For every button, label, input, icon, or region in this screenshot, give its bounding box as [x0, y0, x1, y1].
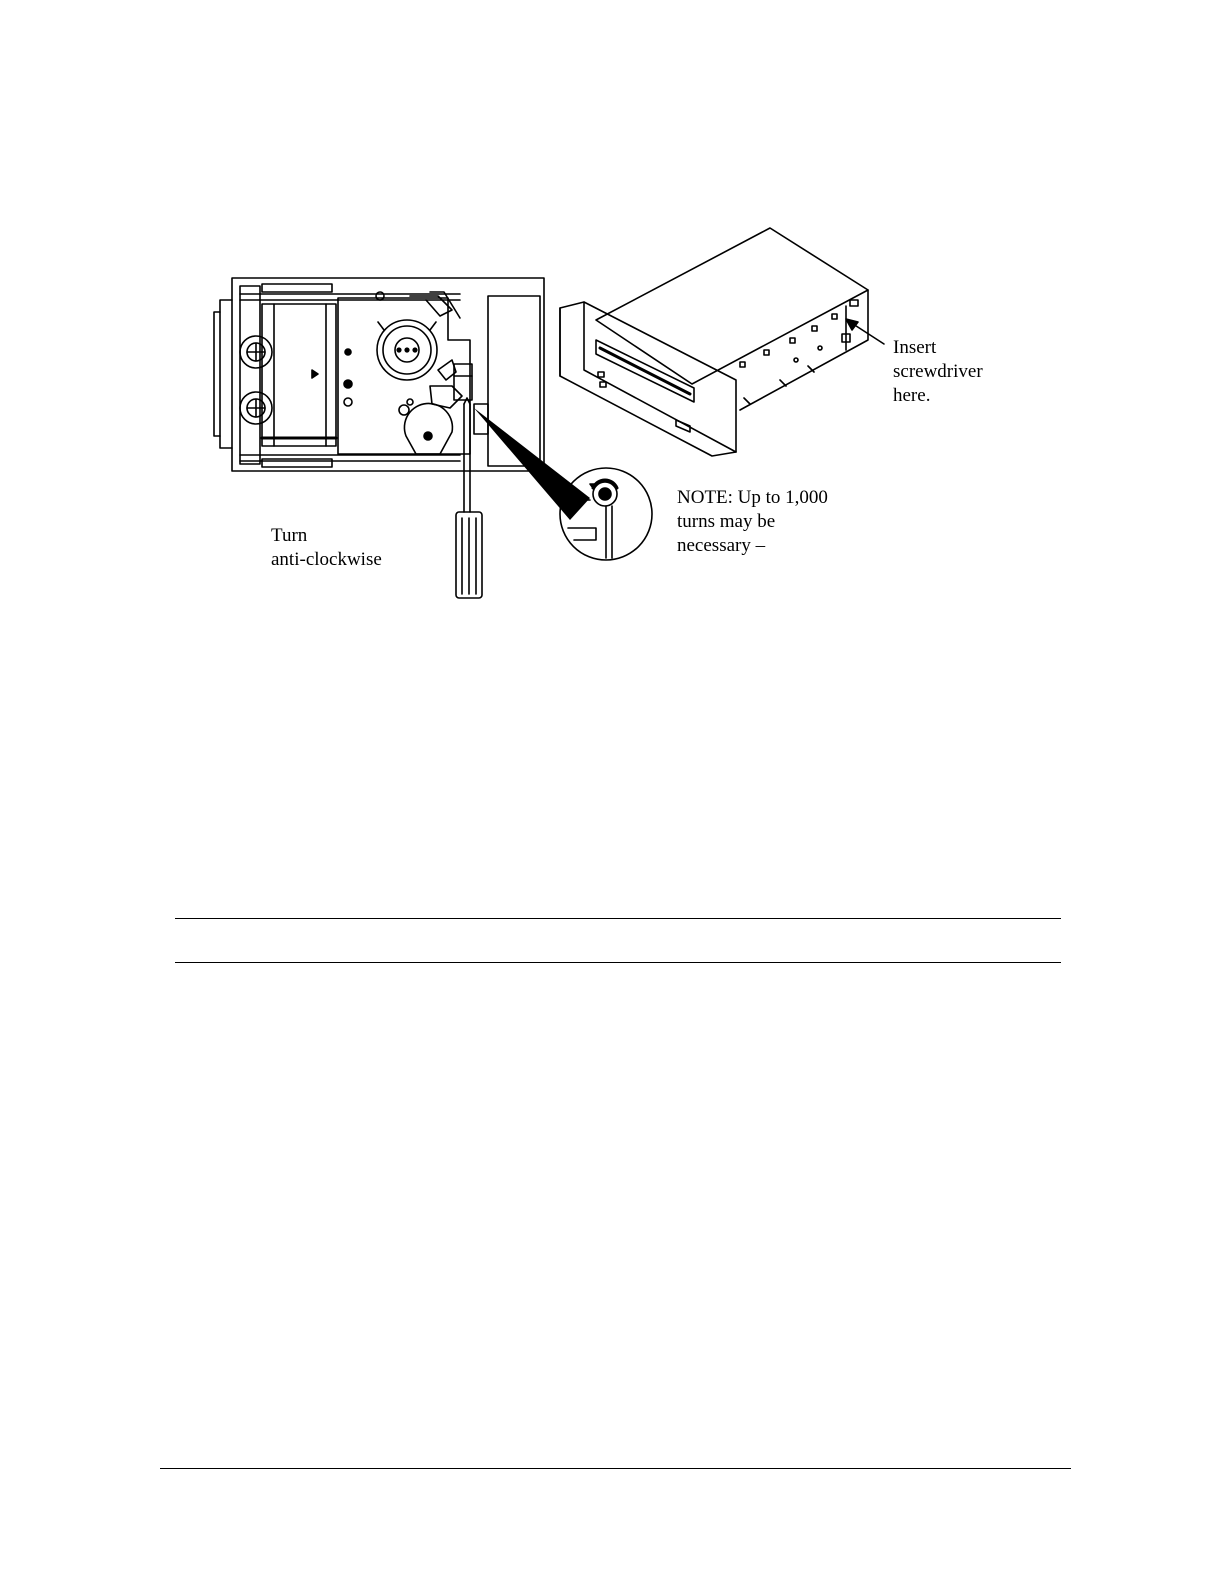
- callout-insert-screwdriver: [893, 336, 983, 408]
- callout-insert-line-3: here.: [893, 385, 931, 406]
- cam-wheel: [404, 403, 452, 454]
- drive-top-view: [214, 278, 590, 520]
- cassette-reel-upper: [240, 336, 272, 368]
- callout-note-line-1: NOTE: Up to 1,000: [677, 487, 828, 508]
- cassette-reel-lower: [240, 392, 272, 424]
- head-drum: [377, 320, 437, 380]
- screwdriver-icon: [456, 398, 482, 598]
- callout-note-turns: [677, 486, 828, 558]
- footer-rule: [160, 1468, 1071, 1469]
- callout-turn-line-2: anti-clockwise: [271, 549, 382, 570]
- callout-insert-line-2: screwdriver: [893, 361, 983, 382]
- callout-turn-line-1: Turn: [271, 525, 308, 546]
- callout-insert-line-1: Insert: [893, 337, 937, 358]
- section-divider-bottom: [175, 962, 1061, 963]
- callout-note-line-2: turns may be: [677, 511, 776, 532]
- callout-turn-anticlockwise: [271, 524, 382, 572]
- drive-perspective-view: [560, 228, 884, 456]
- callout-note-line-3: necessary –: [677, 535, 766, 556]
- tape-drive-illustration: [0, 0, 1224, 640]
- section-divider-top: [175, 918, 1061, 919]
